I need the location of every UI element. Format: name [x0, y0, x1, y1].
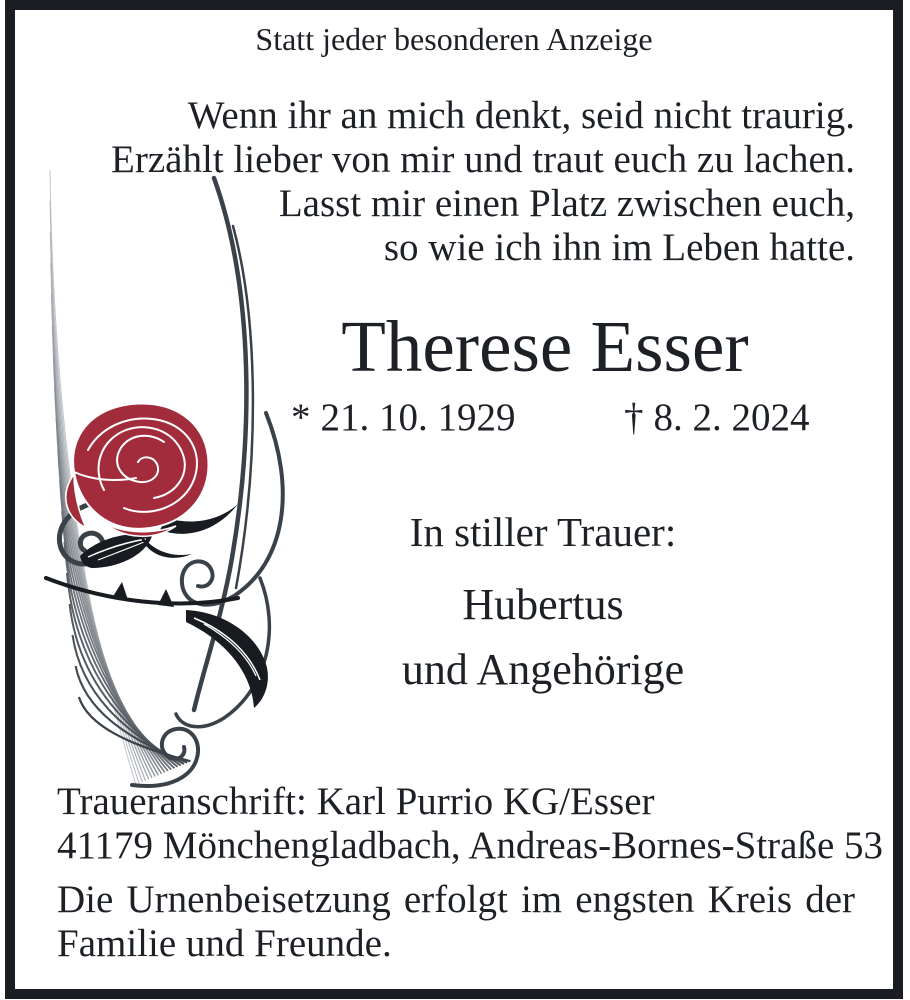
- birth-date-value: 21. 10. 1929: [320, 396, 516, 439]
- memorial-poem: [111, 94, 855, 270]
- closing-statement: Die Urnenbeisetzung erfolgt im engsten Kreis der Familie und Freunde.: [57, 878, 855, 965]
- poem-line: Erzählt lieber von mir und traut euch zu lachen.: [111, 138, 855, 181]
- mourning-intro: In stiller Trauer:: [409, 509, 677, 555]
- poem-line: Wenn ihr an mich denkt, seid nicht traurig.: [187, 94, 855, 137]
- mourner-relatives: und Angehörige: [401, 645, 685, 694]
- poem-line: Lasst mir einen Platz zwischen euch,: [278, 182, 855, 225]
- death-date-value: 8. 2. 2024: [653, 396, 810, 439]
- mourning-address: [57, 780, 883, 868]
- death-cross-icon: †: [624, 396, 644, 439]
- birth-date: [291, 396, 516, 440]
- death-date: [624, 396, 810, 440]
- mourner-name: Hubertus: [462, 580, 624, 629]
- pre-announcement-line: Statt jeder besonderen Anzeige: [255, 21, 653, 57]
- deceased-name: Therese Esser: [341, 306, 749, 387]
- address-line: 41179 Mönchengladbach, Andreas-Bornes-Straße 53: [57, 824, 884, 867]
- address-line: Traueranschrift: Karl Purrio KG/Esser: [57, 780, 655, 823]
- birth-star-icon: *: [291, 396, 311, 439]
- poem-line: so wie ich ihn im Leben hatte.: [383, 226, 855, 269]
